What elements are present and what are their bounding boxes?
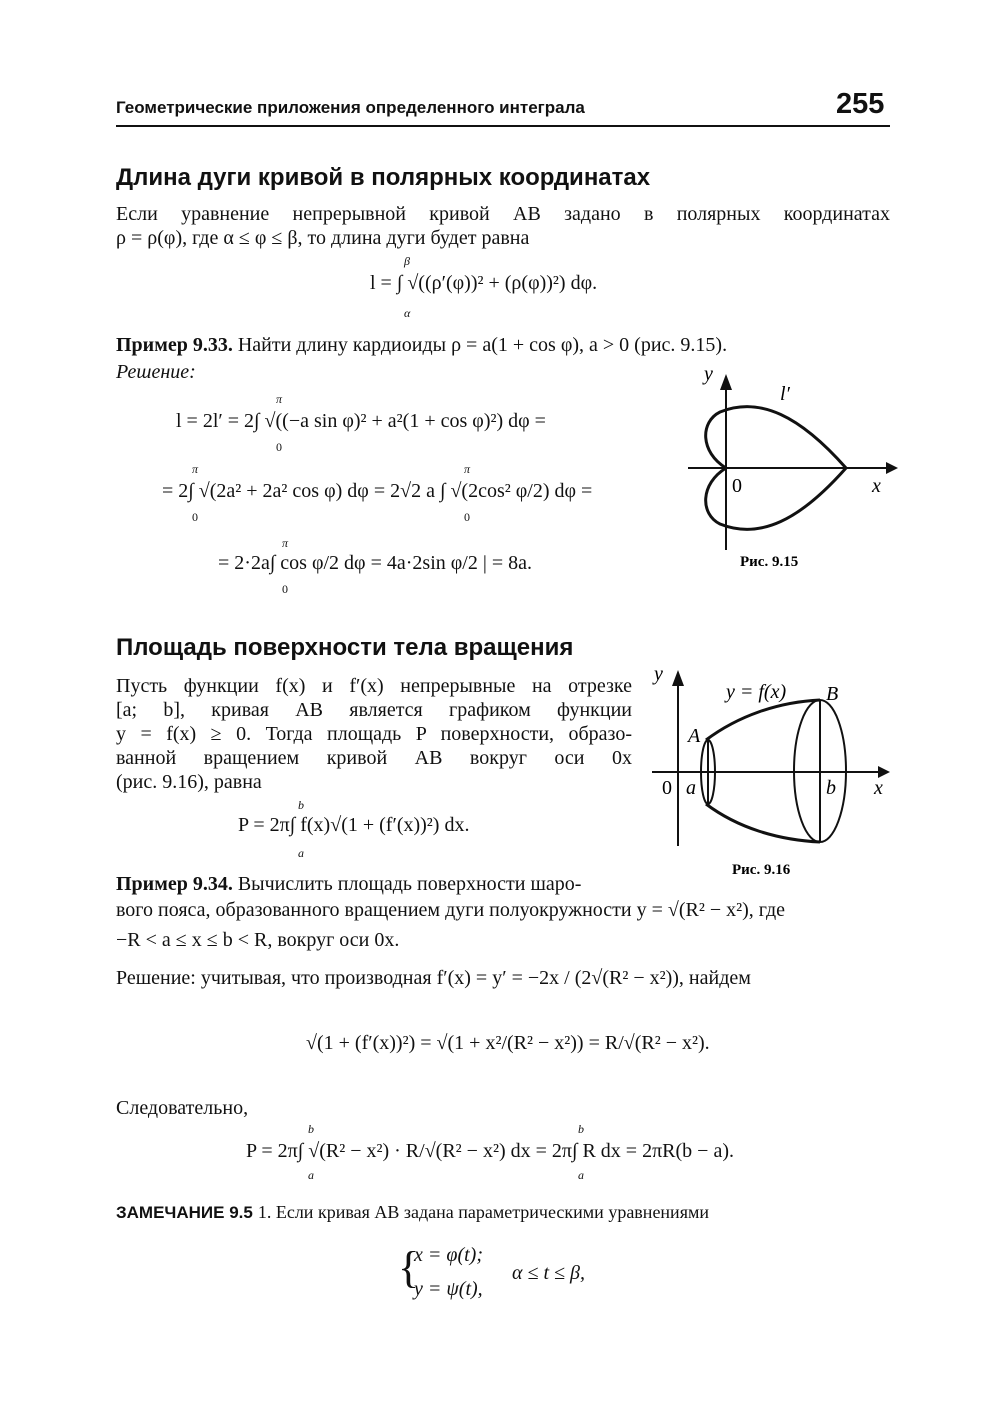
section2-paragraph-line2: [a; b], кривая AB является графиком функции	[116, 699, 632, 721]
section2-paragraph-line4: ванной вращением кривой AB вокруг оси 0x	[116, 747, 632, 769]
limit-b-eq2-1: b	[308, 1122, 314, 1136]
limit-b-eq2-2: b	[578, 1122, 584, 1136]
param-eq-y: y = ψ(t),	[414, 1278, 483, 1300]
example-934-solution: Решение: учитывая, что производная f′(x) = y′ = −2x / (2√(R² − x²)), найдем	[116, 967, 751, 989]
fig916-y-label: y	[654, 663, 663, 685]
limit-zero-2: 0	[192, 510, 198, 524]
example-934-line3: −R < a ≤ x ≤ b < R, вокруг оси 0x.	[116, 929, 400, 951]
fig915-origin: 0	[732, 475, 742, 497]
fig915-x-label: x	[872, 475, 881, 497]
example-933-eq-line2: = 2∫ √(2a² + 2a² cos φ) dφ = 2√2 a ∫ √(2cos² φ/2) dφ =	[162, 480, 593, 502]
fig916-tick-b: b	[826, 777, 836, 799]
example-933-text: Найти длину кардиоиды ρ = a(1 + cos φ), a > 0 (рис. 9.15).	[237, 334, 728, 356]
section2-paragraph-line3: y = f(x) ≥ 0. Тогда площадь P поверхности, образо-	[116, 723, 632, 745]
section2-paragraph-line5: (рис. 9.16), равна	[116, 771, 262, 793]
figure-9-16-revolution	[648, 660, 900, 882]
limit-zero-3: 0	[464, 510, 470, 524]
fig915-curve-label: l′	[780, 383, 790, 405]
fig916-point-a: A	[688, 725, 701, 747]
remark-9-5	[116, 1200, 709, 1225]
surface-area-formula: P = 2π∫ f(x)√(1 + (f′(x))²) dx.	[238, 814, 470, 836]
example-934-line1	[116, 872, 581, 896]
fig916-origin: 0	[662, 777, 672, 799]
example-934-label: Пример 9.34.	[116, 873, 233, 895]
limit-zero-1: 0	[276, 440, 282, 454]
section1-intro-line1: Если уравнение непрерывной кривой AB задано в полярных координатах	[116, 203, 890, 225]
fig916-x-label: x	[874, 777, 883, 799]
remark-label: ЗАМЕЧАНИЕ 9.5	[116, 1203, 253, 1222]
example-933-eq-line1: l = 2l′ = 2∫ √((−a sin φ)² + a²(1 + cos φ)²) dφ =	[176, 410, 546, 432]
upper-limit-b: b	[298, 798, 304, 812]
param-eq-x: x = φ(t);	[414, 1244, 483, 1266]
section1-intro-line2: ρ = ρ(φ), где α ≤ φ ≤ β, то длина дуги будет равна	[116, 227, 530, 249]
header-rule	[116, 125, 890, 127]
fig916-caption: Рис. 9.16	[732, 862, 791, 878]
section-heading-surface-area: Площадь поверхности тела вращения	[116, 634, 574, 661]
param-condition: α ≤ t ≤ β,	[512, 1262, 585, 1284]
fig916-tick-a: a	[686, 777, 696, 799]
limit-a-eq2-2: a	[578, 1168, 584, 1182]
section2-paragraph-line1: Пусть функции f(x) и f′(x) непрерывные на отрезке	[116, 675, 632, 697]
example-934-line2: вого пояса, образованного вращением дуги полуокружности y = √(R² − x²), где	[116, 899, 786, 921]
limit-pi-4: π	[282, 536, 289, 550]
fig915-y-label: y	[704, 363, 713, 385]
figure-9-15-cardioid	[680, 360, 900, 590]
page-number: 255	[836, 88, 885, 120]
remark-text: 1. Если кривая AB задана параметрическими уравнениями	[257, 1202, 709, 1222]
section-heading-arc-length: Длина дуги кривой в полярных координатах	[116, 164, 651, 191]
example-934-line1-text: Вычислить площадь поверхности шаро-	[237, 873, 582, 895]
example-933	[116, 333, 727, 357]
limit-a-eq2-1: a	[308, 1168, 314, 1182]
limit-zero-4: 0	[282, 582, 288, 596]
limit-pi-1: π	[276, 392, 283, 406]
limit-pi-2: π	[192, 462, 199, 476]
fig915-caption: Рис. 9.15	[740, 554, 799, 570]
example-934-eq2: P = 2π∫ √(R² − x²) · R/√(R² − x²) dx = 2π∫ R dx = 2πR(b − a).	[246, 1140, 734, 1162]
formula-text: l = ∫ √((ρ′(φ))² + (ρ(φ))²) dφ.	[370, 272, 598, 294]
y-axis-arrow-icon	[720, 374, 732, 390]
running-header: Геометрические приложения определенного интеграла	[116, 98, 585, 117]
lower-limit-a: a	[298, 846, 304, 860]
upper-limit-beta: β	[404, 254, 410, 268]
consequently-text: Следовательно,	[116, 1097, 249, 1119]
arc-length-formula	[370, 272, 597, 295]
fig916-point-b: B	[826, 683, 839, 705]
lower-limit-alpha: α	[404, 306, 411, 320]
system-brace: {	[398, 1243, 420, 1292]
x-axis-arrow-icon	[886, 462, 898, 474]
fig916-func-label: y = f(x)	[726, 681, 787, 703]
limit-pi-3: π	[464, 462, 471, 476]
example-933-label: Пример 9.33.	[116, 334, 233, 356]
y-axis-arrow-icon	[672, 670, 684, 686]
example-934-eq1: √(1 + (f′(x))²) = √(1 + x²/(R² − x²)) = R/√(R² − x²).	[306, 1032, 710, 1054]
example-933-eq-line3: = 2·2a∫ cos φ/2 dφ = 4a·2sin φ/2 | = 8a.	[218, 552, 533, 574]
solution-label-933: Решение:	[116, 361, 196, 383]
